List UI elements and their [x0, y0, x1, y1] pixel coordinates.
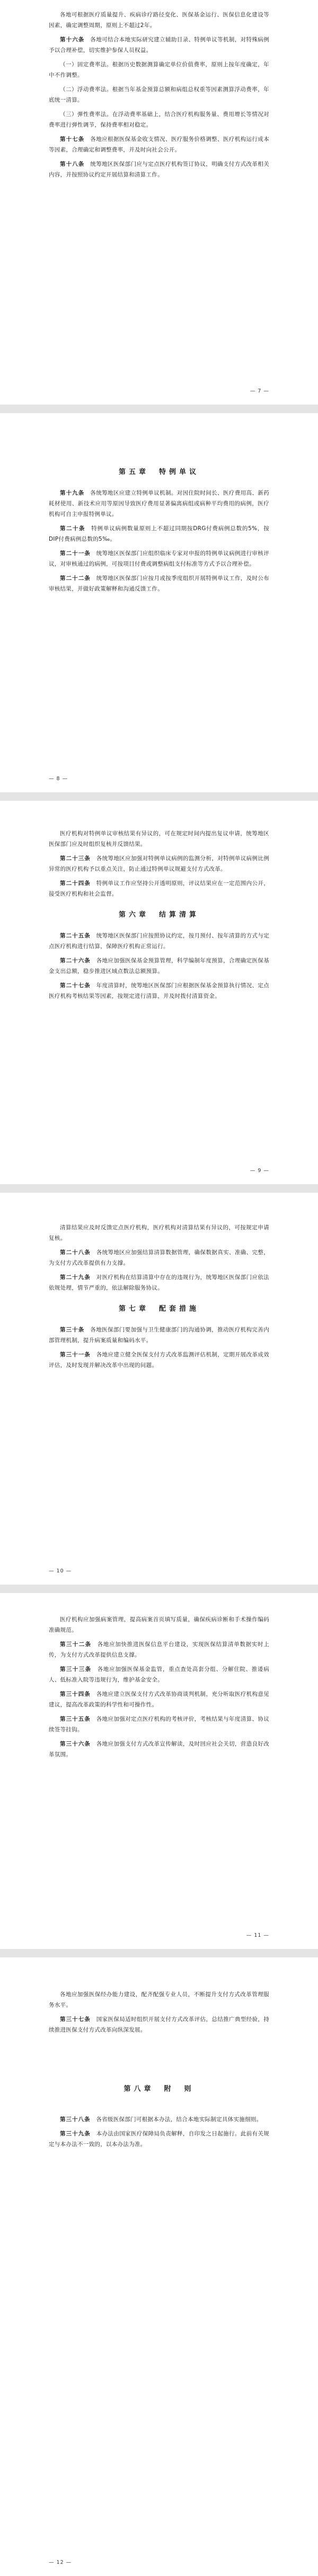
article-number: 第二十四条	[60, 880, 91, 887]
paragraph: 各地可根据医疗质量提升、疾病诊疗路径变化、医保基金运行、医保信息化建设等因素，确定调整周期，原则上不超过2年。	[49, 12, 269, 29]
paragraph: （二）浮动费率法。根据当年基金预算总额和病组总权重等因素测算浮动费率，年底统一清算。	[49, 86, 269, 103]
chapter-heading: 第五章 特例单议	[118, 468, 199, 476]
article-number: 第二十三条	[60, 855, 91, 862]
chapter-heading: 第七章 配套措施	[118, 1305, 199, 1313]
article-paragraph: 第二十一条 统筹地区医保部门应组织临床专家对申报的特例单议病例进行审核评议，对审核通过的病例，可按项目付费或调整病组支付标准等方式予以合理补偿。	[49, 550, 270, 567]
paragraph: 各地应加强医保经办能力建设，配齐配强专业人员，不断提升支付方式改革管理服务水平。	[49, 1991, 269, 2008]
article-paragraph: 第十八条 统筹地区医保部门应与定点医疗机构签订协议，明确支付方式改革相关内容，并按照协议约定开展结算和清算工作。	[49, 161, 269, 178]
article-number: 第十七条	[60, 136, 85, 142]
article-paragraph: 第二十五条 统筹地区医保部门应按照协议约定，按月预付、按年清算的方式与定点医疗机构进行结算，保障医疗机构正常运行。	[49, 933, 270, 950]
page-number: — 8 —	[49, 776, 68, 782]
article-number: 第十九条	[60, 490, 85, 496]
page-number: — 10 —	[49, 1568, 72, 1574]
article-number: 第三十一条	[60, 1352, 91, 1358]
article-number: 第二十九条	[60, 1274, 91, 1281]
article-paragraph: 第二十条 特例单议病例数量原则上不超过同期按DRG付费病例总数的5%，按DIP付费病例总数的5‰。	[49, 525, 269, 542]
article-paragraph: 第十六条 各地可结合本地实际研究建立辅助目录、特例单议等机制，对特殊病例予以合理补偿，切实维护参保人员权益。	[49, 37, 269, 53]
article-paragraph: 第三十九条 本办法由国家医疗保障局负责解释，自印发之日起施行。此前有关规定与本办法不一致的，以本办法为准。	[49, 2131, 270, 2148]
article-number: 第三十条	[60, 1327, 85, 1333]
document-page-10	[0, 1193, 318, 1585]
chapter-heading: 第八章 附 则	[123, 2085, 195, 2093]
article-number: 第二十五条	[60, 933, 91, 939]
page-number: — 11 —	[246, 1933, 269, 1938]
article-paragraph: 第十九条 各统筹地区应建立特例单议机制。对因住院时间长、医疗费用高、新药耗材使用、新技术应用等原因导致医疗费用显著偏离病组或病种平均费用的病例，医疗机构可自主申报特例单议。	[49, 490, 269, 517]
article-number: 第三十二条	[60, 1641, 92, 1648]
paragraph: 医疗机构应加强病案管理，提高病案首页填写质量，确保疾病诊断和手术操作编码准确规范。	[49, 1616, 269, 1633]
document-page-11	[0, 1593, 318, 1949]
article-number: 第二十二条	[60, 575, 91, 582]
document-page-7	[0, 0, 318, 405]
article-paragraph: 第二十二条 统筹地区医保部门应按月或按季度组织开展特例单议工作，及时公布审核结果，并做好政策解释和沟通反馈工作。	[49, 575, 270, 592]
article-paragraph: 第三十三条 各地应加强医保基金监管，重点查处高套分组、分解住院、推诿病人、低标准入院等违规行为，维护基金安全。	[49, 1666, 269, 1683]
article-number: 第十八条	[60, 161, 85, 167]
page-body	[49, 10, 269, 180]
article-number: 第三十九条	[60, 2131, 91, 2137]
article-paragraph: 第二十九条 对医疗机构在结算清算中存在的违规行为，统筹地区医保部门应依法依规处理，情节严重的，依法解除服务协议。	[49, 1274, 270, 1291]
article-paragraph: 第三十四条 各地应建立医保支付方式改革协商谈判机制，充分听取医疗机构意见建议，提高改革政策的科学性和可操作性。	[49, 1691, 270, 1708]
article-paragraph: 第十七条 各地应根据医保基金收支情况、医疗服务价格调整、医疗机构运行成本等因素，合理确定和调整费率，并及时向社会公开。	[49, 136, 269, 153]
article-number: 第二十七条	[60, 982, 91, 989]
page-number: — 9 —	[250, 1168, 269, 1174]
article-number: 第三十四条	[60, 1691, 91, 1697]
article-paragraph: 第三十八条 各省级医保部门可根据本办法，结合本地实际制定具体实施细则。	[60, 2116, 262, 2123]
article-number: 第二十六条	[60, 958, 91, 964]
article-paragraph: 第三十七条 国家医保局适时组织开展支付方式改革评估，总结推广典型经验，持续推进医保支付方式改革向纵深发展。	[49, 2016, 270, 2033]
article-paragraph: 第二十八条 各统筹地区应加强结算清算数据管理，确保数据真实、准确、完整，为支付方式改革提供有力支撑。	[49, 1249, 270, 1266]
paragraph: （三）弹性费率法。在浮动费率基础上，结合医疗机构服务量、费用增长等情况对费率进行弹性调节，保持费率相对稳定。	[49, 111, 269, 128]
article-number: 第三十八条	[60, 2116, 91, 2123]
article-number: 第二十一条	[60, 550, 91, 557]
article-number: 第二十条	[60, 525, 85, 532]
article-paragraph: 第二十三条 各统筹地区应加强对特例单议病例的监测分析，对特例单议病例比例异常的医疗机构予以重点关注，防止通过特例单议规避支付方式改革。	[49, 855, 270, 872]
article-number: 第三十六条	[60, 1741, 91, 1747]
article-paragraph: 第三十五条 各地应加强对定点医疗机构的考核评价，考核结果与年度清算、协议续签等挂钩。	[49, 1716, 270, 1733]
document-page-12	[0, 1957, 318, 2576]
article-number: 第三十七条	[60, 2016, 91, 2023]
document-page-9	[0, 801, 318, 1184]
page-number: — 12 —	[49, 2560, 72, 2565]
article-number: 第十六条	[60, 37, 85, 43]
page-number: — 7 —	[250, 388, 269, 394]
document-page-8	[0, 413, 318, 792]
article-paragraph: 第三十二条 各地应加快推进医保信息平台建设，实现医保结算清单数据实时上传，为支付方式改革提供信息支撑。	[49, 1641, 269, 1658]
chapter-heading: 第六章 结算清算	[118, 911, 199, 919]
article-paragraph: 第二十六条 各地应加强医保基金预算管理，科学编制年度预算，合理确定医保基金支出总额，稳步推进区域点数法总额预算。	[49, 958, 270, 974]
article-paragraph: 第三十条 各地医保部门要加强与卫生健康部门的沟通协调，推动医疗机构完善内部管理机制，提升病案质量和编码水平。	[49, 1327, 269, 1344]
article-paragraph: 第三十一条 各地应建立健全医保支付方式改革监测评估机制，定期开展改革成效评估，及时发现并解决改革中出现的问题。	[49, 1352, 270, 1368]
paragraph: （一）固定费率法。根据历史数据测算确定单位价值费率，原则上按年度确定，年中不作调整。	[49, 61, 269, 78]
article-paragraph: 第二十四条 特例单议工作应坚持公开透明原则，评议结果应在一定范围内公开，接受医疗机构和社会监督。	[49, 880, 270, 897]
article-number: 第三十五条	[60, 1716, 91, 1722]
article-paragraph: 第三十六条 各地应加强支付方式改革宣传解读，及时回应社会关切，营造良好改革氛围。	[49, 1741, 270, 1758]
paragraph: 医疗机构对特例单议审核结果有异议的，可在规定时间内提出复议申请，统筹地区医保部门应及时组织复核并反馈结果。	[49, 830, 269, 847]
article-number: 第二十八条	[60, 1249, 91, 1256]
paragraph: 清算结果应及时反馈定点医疗机构，医疗机构对清算结果有异议的，可按规定申请复核。	[49, 1224, 269, 1241]
article-paragraph: 第二十七条 年度清算时，统筹地区医保部门应根据医保基金预算执行情况、定点医疗机构考核结果等因素，按规定进行清算，并及时拨付清算资金。	[49, 982, 270, 999]
article-number: 第三十三条	[60, 1666, 92, 1672]
